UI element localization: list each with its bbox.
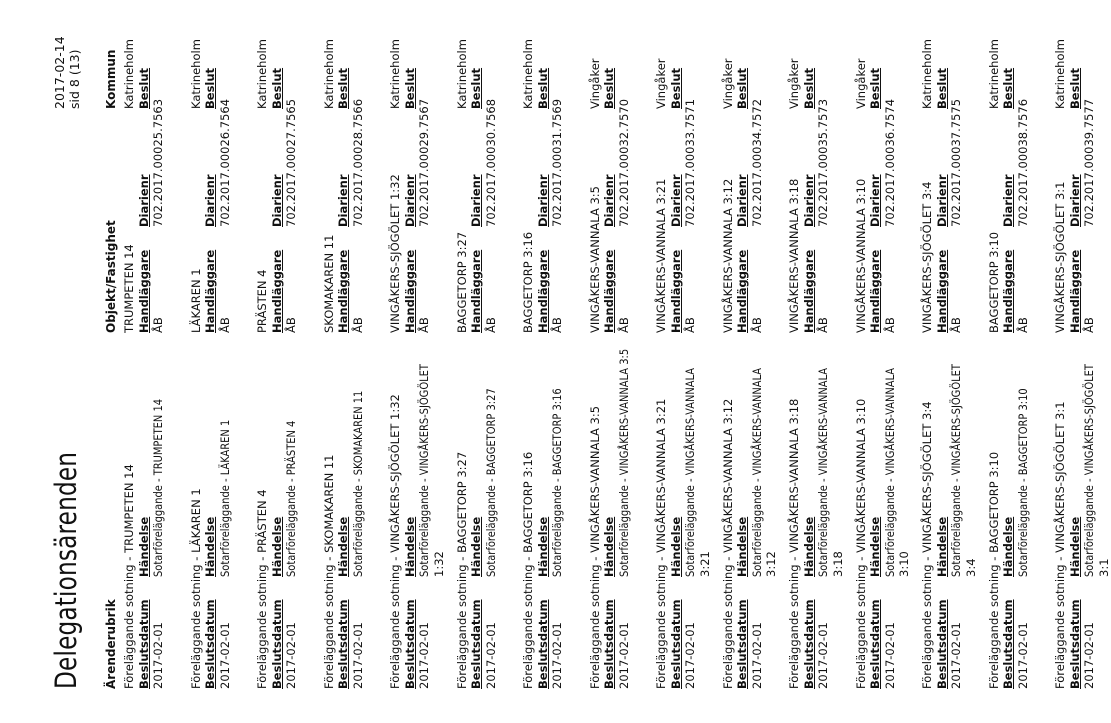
decision-date: 2017-02-01 xyxy=(683,622,697,689)
object-name: BAGGETORP 3:16 xyxy=(521,231,535,333)
case-title: Föreläggande sotning - VINGÅKERS-VANNALA 3:5 xyxy=(587,405,602,689)
decision-date-label: Beslutsdatum xyxy=(336,599,350,689)
event-text: Sotarföreläggande - VINGÅKERS-SJÖGÖLET xyxy=(949,364,963,577)
case-entry xyxy=(322,39,389,689)
event-label: Händelse xyxy=(269,516,284,577)
registry-label: Diarienr xyxy=(735,174,749,227)
municipality: Katrineholm xyxy=(521,39,535,109)
decision-label: Beslut xyxy=(801,67,816,109)
municipality: Vingåker xyxy=(720,58,735,109)
case-entry xyxy=(388,39,455,689)
registry-number: 702.2017.00028.7566 xyxy=(350,98,365,227)
decision-date: 2017-02-01 xyxy=(151,622,165,689)
case-list xyxy=(122,39,1111,689)
handler-label: Handläggare xyxy=(269,249,284,333)
case-entry xyxy=(521,39,588,689)
event-label: Händelse xyxy=(868,516,882,577)
registry-number: 702.2017.00032.7570 xyxy=(616,98,631,227)
registry-number: 702.2017.00027.7565 xyxy=(284,98,298,227)
handler-label: Handläggare xyxy=(735,249,749,333)
registry-label: Diarienr xyxy=(668,174,683,227)
handler-label: Handläggare xyxy=(136,249,151,333)
event-text-continued: 3:18 xyxy=(830,551,845,577)
municipality: Vingåker xyxy=(587,58,602,109)
event-label: Händelse xyxy=(136,516,151,577)
event-text-continued: 3:4 xyxy=(963,558,978,577)
municipality: Katrineholm xyxy=(1053,39,1067,109)
case-title: Föreläggande sotning - VINGÅKERS-VANNALA 3:18 xyxy=(787,398,801,689)
object-name: SKOMAKAREN 11 xyxy=(321,234,336,333)
registry-label: Diarienr xyxy=(336,174,350,227)
event-text-continued: 3:10 xyxy=(897,551,911,577)
decision-label: Beslut xyxy=(402,67,417,109)
handler: ÅB xyxy=(350,317,365,333)
handler-label: Handläggare xyxy=(602,249,616,333)
registry-number: 702.2017.00035.7573 xyxy=(816,98,830,227)
municipality: Vingåker xyxy=(787,58,801,109)
event-text: Sotarföreläggande - SKOMAKAREN 11 xyxy=(350,390,365,577)
event-label: Händelse xyxy=(1067,516,1082,577)
handler: ÅB xyxy=(417,317,431,333)
handler: ÅB xyxy=(550,317,564,333)
handler: ÅB xyxy=(1015,317,1030,333)
decision-label: Beslut xyxy=(269,67,284,109)
header-arenderubrik: Ärenderubrik xyxy=(104,599,118,689)
case-entry xyxy=(654,39,721,689)
registry-number: 702.2017.00038.7576 xyxy=(1015,98,1030,227)
event-text: Sotarföreläggande - BAGGETORP 3:10 xyxy=(1015,388,1030,577)
header-kommun: Kommun xyxy=(104,49,118,109)
handler-label: Handläggare xyxy=(336,249,350,333)
registry-label: Diarienr xyxy=(868,174,882,227)
case-title: Föreläggande sotning - VINGÅKERS-VANNALA 3:12 xyxy=(720,398,735,689)
event-label: Händelse xyxy=(934,516,949,577)
decision-date-label: Beslutsdatum xyxy=(602,599,616,689)
event-label: Händelse xyxy=(402,516,417,577)
page-meta xyxy=(52,36,82,109)
municipality: Vingåker xyxy=(654,58,668,109)
object-name: VINGÅKERS-VANNALA 3:10 xyxy=(853,178,868,333)
decision-date: 2017-02-01 xyxy=(550,622,564,689)
event-label: Händelse xyxy=(336,516,350,577)
case-entry xyxy=(588,39,655,689)
object-name: TRUMPETEN 14 xyxy=(122,244,136,333)
decision-date-label: Beslutsdatum xyxy=(801,599,816,689)
decision-date: 2017-02-01 xyxy=(749,622,764,689)
event-label: Händelse xyxy=(203,516,217,577)
handler: ÅB xyxy=(882,317,897,333)
registry-label: Diarienr xyxy=(1067,174,1082,227)
decision-date-label: Beslutsdatum xyxy=(402,599,417,689)
decision-date: 2017-02-01 xyxy=(949,622,963,689)
handler: ÅB xyxy=(816,317,830,333)
decision-date-label: Beslutsdatum xyxy=(269,599,284,689)
case-entry xyxy=(854,39,921,689)
registry-number: 702.2017.00039.7577 xyxy=(1082,98,1096,227)
registry-label: Diarienr xyxy=(402,174,417,227)
handler-label: Handläggare xyxy=(402,249,417,333)
event-text: Sotarföreläggande - VINGÅKERS-VANNALA xyxy=(882,367,897,577)
event-text: Sotarföreläggande - VINGÅKERS-VANNALA 3:5 xyxy=(616,348,631,577)
event-text: Sotarföreläggande - BAGGETORP 3:27 xyxy=(483,388,498,577)
handler: ÅB xyxy=(683,317,697,333)
case-title: Föreläggande sotning - BAGGETORP 3:27 xyxy=(454,451,469,689)
case-title: Föreläggande sotning - BAGGETORP 3:16 xyxy=(521,451,535,689)
case-title: Föreläggande sotning - BAGGETORP 3:10 xyxy=(986,451,1001,689)
decision-date: 2017-02-01 xyxy=(483,622,498,689)
decision-date-label: Beslutsdatum xyxy=(1067,599,1082,689)
object-name: PRÄSTEN 4 xyxy=(255,269,269,333)
event-text-continued: 1:32 xyxy=(431,551,446,577)
object-name: VINGÅKERS-VANNALA 3:18 xyxy=(787,178,801,333)
handler-label: Handläggare xyxy=(203,249,217,333)
decision-date: 2017-02-01 xyxy=(616,622,631,689)
decision-label: Beslut xyxy=(535,67,550,109)
registry-number: 702.2017.00026.7564 xyxy=(217,98,232,227)
registry-number: 702.2017.00031.7569 xyxy=(550,98,564,227)
decision-date: 2017-02-01 xyxy=(882,622,897,689)
decision-label: Beslut xyxy=(136,67,151,109)
handler-label: Handläggare xyxy=(1001,249,1015,333)
registry-number: 702.2017.00025.7563 xyxy=(151,98,165,227)
object-name: VINGÅKERS-SJÖGÖLET 3:4 xyxy=(920,181,934,333)
handler: ÅB xyxy=(217,317,232,333)
case-entry xyxy=(920,39,987,689)
handler: ÅB xyxy=(1082,317,1096,333)
handler-label: Handläggare xyxy=(868,249,882,333)
registry-label: Diarienr xyxy=(602,174,616,227)
decision-label: Beslut xyxy=(1067,67,1082,109)
decision-date-label: Beslutsdatum xyxy=(735,599,749,689)
decision-date-label: Beslutsdatum xyxy=(868,599,882,689)
event-label: Händelse xyxy=(1001,516,1015,577)
object-name: VINGÅKERS-SJÖGÖLET 1:32 xyxy=(388,174,402,333)
event-text-continued: 3:21 xyxy=(697,551,712,577)
handler-label: Handläggare xyxy=(801,249,816,333)
case-title: Föreläggande sotning - VINGÅKERS-SJÖGÖLET 3:1 xyxy=(1053,401,1067,689)
case-entry xyxy=(122,39,189,689)
report-date: 2017-02-14 xyxy=(52,36,67,109)
event-text-continued: 3:1 xyxy=(1096,558,1111,577)
decision-label: Beslut xyxy=(469,67,483,109)
decision-date-label: Beslutsdatum xyxy=(203,599,217,689)
case-entry xyxy=(987,39,1054,689)
registry-label: Diarienr xyxy=(1001,174,1015,227)
handler: ÅB xyxy=(284,317,298,333)
event-text: Sotarföreläggande - VINGÅKERS-VANNALA xyxy=(816,367,830,577)
event-label: Händelse xyxy=(602,516,616,577)
event-text: Sotarföreläggande - BAGGETORP 3:16 xyxy=(550,388,564,577)
registry-label: Diarienr xyxy=(535,174,550,227)
handler: ÅB xyxy=(616,317,631,333)
registry-label: Diarienr xyxy=(203,174,217,227)
event-text: Sotarföreläggande - LÄKAREN 1 xyxy=(217,419,232,577)
decision-label: Beslut xyxy=(668,67,683,109)
object-name: BAGGETORP 3:27 xyxy=(454,231,469,333)
object-name: VINGÅKERS-VANNALA 3:5 xyxy=(587,186,602,333)
object-name: VINGÅKERS-VANNALA 3:12 xyxy=(720,178,735,333)
case-entry xyxy=(721,39,788,689)
case-title: Föreläggande sotning - LÄKAREN 1 xyxy=(188,488,203,689)
event-text: Sotarföreläggande - VINGÅKERS-VANNALA xyxy=(749,367,764,577)
page-title: Delegationsärenden xyxy=(49,451,83,689)
case-title: Föreläggande sotning - SKOMAKAREN 11 xyxy=(321,454,336,689)
event-text-continued: 3:12 xyxy=(764,551,778,577)
event-label: Händelse xyxy=(535,516,550,577)
header-objekt: Objekt/Fastighet xyxy=(104,220,118,333)
object-name: LÄKAREN 1 xyxy=(188,268,203,333)
decision-date: 2017-02-01 xyxy=(350,622,365,689)
decision-date: 2017-02-01 xyxy=(1082,622,1096,689)
case-entry xyxy=(455,39,522,689)
decision-date-label: Beslutsdatum xyxy=(668,599,683,689)
event-text: Sotarföreläggande - TRUMPETEN 14 xyxy=(151,398,165,577)
handler: ÅB xyxy=(151,317,165,333)
case-entry xyxy=(189,39,256,689)
event-text: Sotarföreläggande - VINGÅKERS-SJÖGÖLET xyxy=(1082,364,1096,577)
event-label: Händelse xyxy=(469,516,483,577)
handler: ÅB xyxy=(749,317,764,333)
decision-label: Beslut xyxy=(602,67,616,109)
decision-label: Beslut xyxy=(934,67,949,109)
municipality: Katrineholm xyxy=(188,39,203,109)
decision-date: 2017-02-01 xyxy=(1015,622,1030,689)
decision-date-label: Beslutsdatum xyxy=(1001,599,1015,689)
decision-label: Beslut xyxy=(735,67,749,109)
municipality: Katrineholm xyxy=(255,39,269,109)
event-text: Sotarföreläggande - VINGÅKERS-VANNALA xyxy=(683,367,697,577)
handler-label: Handläggare xyxy=(535,249,550,333)
registry-label: Diarienr xyxy=(801,174,816,227)
municipality: Katrineholm xyxy=(986,39,1001,109)
case-entry xyxy=(787,39,854,689)
handler-label: Handläggare xyxy=(668,249,683,333)
event-label: Händelse xyxy=(668,516,683,577)
municipality: Katrineholm xyxy=(388,39,402,109)
decision-date-label: Beslutsdatum xyxy=(136,599,151,689)
case-title: Föreläggande sotning - VINGÅKERS-SJÖGÖLET 1:32 xyxy=(388,394,402,689)
decision-date-label: Beslutsdatum xyxy=(535,599,550,689)
decision-date: 2017-02-01 xyxy=(217,622,232,689)
municipality: Katrineholm xyxy=(454,39,469,109)
registry-number: 702.2017.00036.7574 xyxy=(882,98,897,227)
handler-label: Handläggare xyxy=(469,249,483,333)
registry-label: Diarienr xyxy=(269,174,284,227)
decision-label: Beslut xyxy=(336,67,350,109)
municipality: Katrineholm xyxy=(920,39,934,109)
object-name: BAGGETORP 3:10 xyxy=(986,231,1001,333)
registry-label: Diarienr xyxy=(934,174,949,227)
decision-date: 2017-02-01 xyxy=(284,622,298,689)
registry-number: 702.2017.00029.7567 xyxy=(417,98,431,227)
object-name: VINGÅKERS-VANNALA 3:21 xyxy=(654,178,668,333)
event-label: Händelse xyxy=(801,516,816,577)
decision-date: 2017-02-01 xyxy=(816,622,830,689)
decision-label: Beslut xyxy=(203,67,217,109)
page-number: sid 8 (13) xyxy=(67,49,82,109)
case-entry xyxy=(255,39,322,689)
decision-date-label: Beslutsdatum xyxy=(469,599,483,689)
handler-label: Handläggare xyxy=(934,249,949,333)
registry-label: Diarienr xyxy=(469,174,483,227)
handler: ÅB xyxy=(483,317,498,333)
event-text: Sotarföreläggande - VINGÅKERS-SJÖGÖLET xyxy=(417,364,431,577)
case-title: Föreläggande sotning - VINGÅKERS-VANNALA 3:10 xyxy=(853,398,868,689)
case-title: Föreläggande sotning - PRÄSTEN 4 xyxy=(255,489,269,689)
municipality: Vingåker xyxy=(853,58,868,109)
decision-label: Beslut xyxy=(868,67,882,109)
handler: ÅB xyxy=(949,317,963,333)
object-name: VINGÅKERS-SJÖGÖLET 3:1 xyxy=(1053,181,1067,333)
event-text: Sotarföreläggande - PRÄSTEN 4 xyxy=(284,420,298,577)
registry-number: 702.2017.00030.7568 xyxy=(483,98,498,227)
registry-number: 702.2017.00034.7572 xyxy=(749,98,764,227)
case-title: Föreläggande sotning - VINGÅKERS-SJÖGÖLET 3:4 xyxy=(920,401,934,689)
municipality: Katrineholm xyxy=(321,39,336,109)
decision-label: Beslut xyxy=(1001,67,1015,109)
case-entry xyxy=(1053,39,1111,689)
decision-date: 2017-02-01 xyxy=(417,622,431,689)
registry-label: Diarienr xyxy=(136,174,151,227)
municipality: Katrineholm xyxy=(122,39,136,109)
registry-number: 702.2017.00033.7571 xyxy=(683,98,697,227)
registry-number: 702.2017.00037.7575 xyxy=(949,98,963,227)
case-title: Föreläggande sotning - TRUMPETEN 14 xyxy=(122,464,136,689)
case-title: Föreläggande sotning - VINGÅKERS-VANNALA 3:21 xyxy=(654,398,668,689)
event-label: Händelse xyxy=(735,516,749,577)
handler-label: Handläggare xyxy=(1067,249,1082,333)
decision-date-label: Beslutsdatum xyxy=(934,599,949,689)
